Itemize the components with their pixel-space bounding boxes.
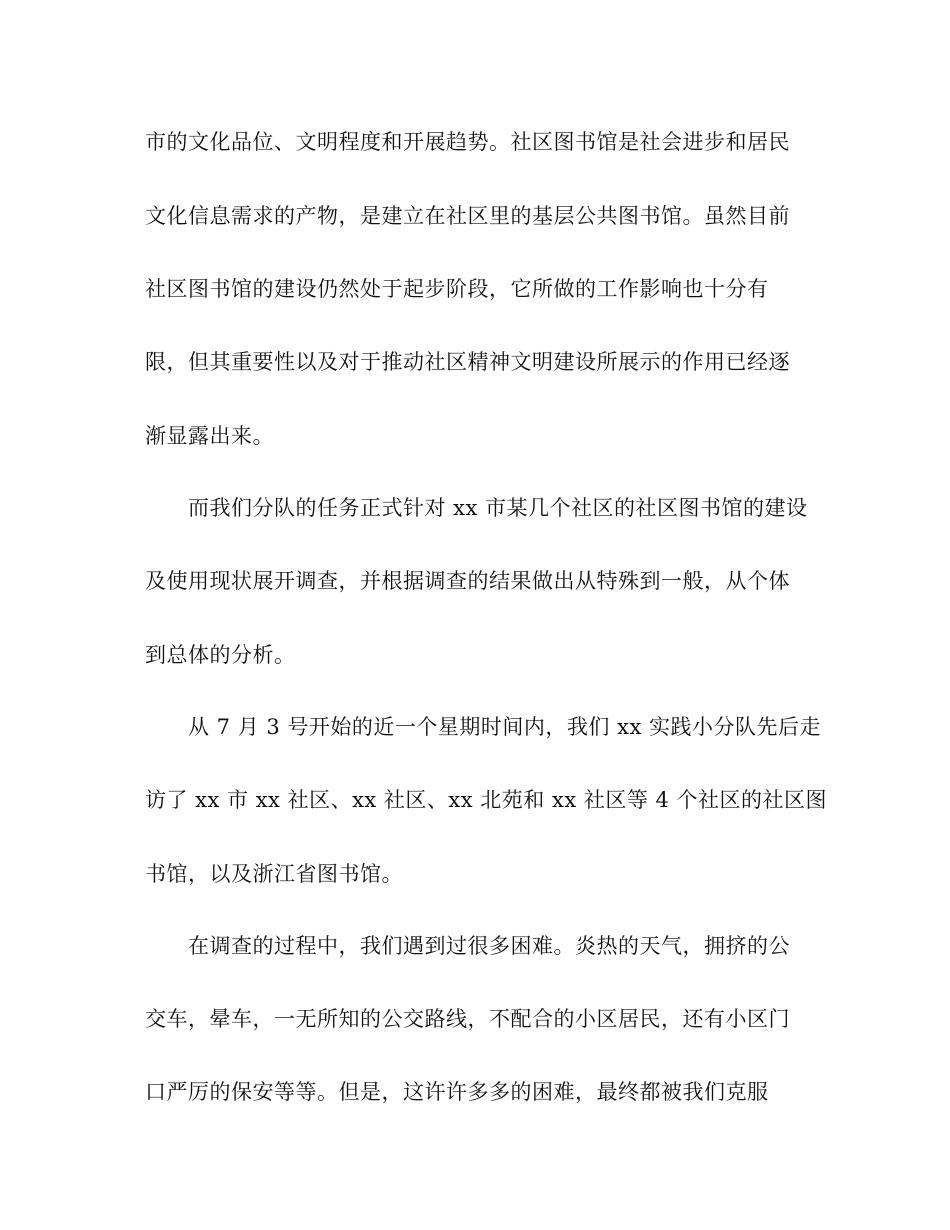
text-line: 及使用现状展开调查，并根据调查的结果做出从特殊到一般，从个体: [145, 569, 790, 593]
text-line: 交车，晕车，一无所知的公交路线，不配合的小区居民，还有小区门: [145, 1007, 790, 1031]
text-line: 渐显露出来。: [145, 424, 274, 448]
text-line: 口严厉的保安等等。但是，这许许多多的困难，最终都被我们克服: [145, 1080, 769, 1104]
text-line: 到总体的分析。: [145, 643, 296, 667]
text-line: 文化信息需求的产物，是建立在社区里的基层公共图书馆。虽然目前: [145, 204, 790, 228]
text-line: 社区图书馆的建设仍然处于起步阶段，它所做的工作影响也十分有: [145, 277, 769, 301]
text-line: 限，但其重要性以及对于推动社区精神文明建设所展示的作用已经逐: [145, 350, 790, 374]
text-line: 访了 xx 市 xx 社区、xx 社区、xx 北苑和 xx 社区等 4 个社区的社区图: [145, 788, 828, 812]
paragraph-first-line: 而我们分队的任务正式针对 xx 市某几个社区的社区图书馆的建设: [188, 496, 808, 520]
text-line: 市的文化品位、文明程度和开展趋势。社区图书馆是社会进步和居民: [145, 130, 790, 154]
paragraph-first-line: 在调查的过程中，我们遇到过很多困难。炎热的天气，拥挤的公: [188, 934, 790, 958]
paragraph-first-line: 从 7 月 3 号开始的近一个星期时间内，我们 xx 实践小分队先后走: [188, 715, 821, 739]
text-line: 书馆，以及浙江省图书馆。: [145, 862, 403, 886]
